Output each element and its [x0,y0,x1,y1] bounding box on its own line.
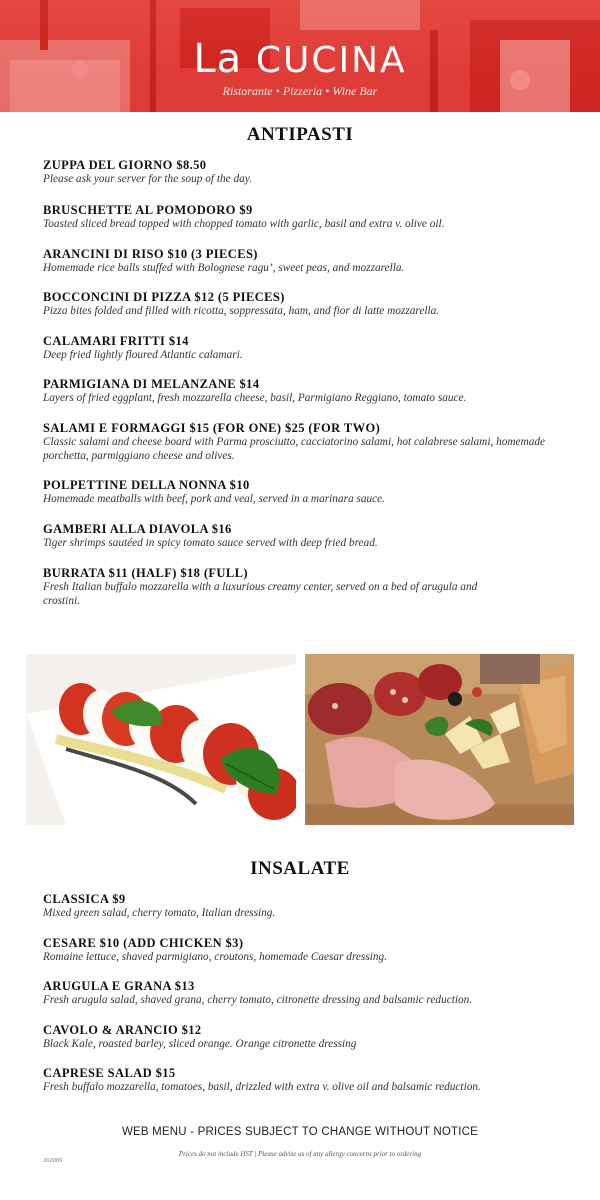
menu-item-description: Deep fried lightly floured Atlantic calamari. [43,349,243,361]
antipasti-heading: ANTIPASTI [246,124,354,145]
header-banner [0,0,600,112]
menu-item-name: CESARE $10 (ADD CHICKEN $3) [43,936,244,950]
menu-item [43,478,558,522]
menu-item [43,247,558,290]
logo-cucina: CUCINA [255,40,407,81]
menu-code: 202009 [43,1157,63,1164]
salumi-board-photo [305,654,574,825]
menu-item-name: BRUSCHETTE AL POMODORO $9 [43,203,253,217]
menu-item-description: Pizza bites folded and filled with ricotta, soppressata, ham, and fior di latte mozzarella. [43,305,440,317]
menu-item-name: BOCCONCINI DI PIZZA $12 (5 PIECES) [43,290,285,304]
menu-item-description: Fresh arugula salad, shaved grana, cherry tomato, citronette dressing and balsamic reduction. [43,994,473,1006]
menu-item-name: PARMIGIANA DI MELANZANE $14 [43,377,260,391]
menu-item-name: BURRATA $11 (HALF) $18 (FULL) [43,566,248,580]
menu-item [43,1066,558,1094]
menu-item [43,334,558,377]
menu-item-name: ZUPPA DEL GIORNO $8.50 [43,158,207,172]
menu-item-description: Tiger shrimps sautéed in spicy tomato sauce served with deep fried bread. [43,537,378,549]
menu-item-description: Black Kale, roasted barley, sliced orange. Orange citronette dressing [43,1038,357,1050]
menu-item-name: CALAMARI FRITTI $14 [43,334,189,348]
menu-item-description: Homemade rice balls stuffed with Bolognese ragu’, sweet peas, and mozzarella. [43,262,405,274]
menu-item-name: CAPRESE SALAD $15 [43,1066,176,1080]
logo-la: La [193,36,256,82]
allergy-fine-print: Prices do not include HST | Please advise us of any allergy concerns prior to ordering [178,1150,422,1158]
caprese-photo [26,654,296,825]
menu-item-name: GAMBERI ALLA DIAVOLA $16 [43,522,232,536]
menu-item-name: POLPETTINE DELLA NONNA $10 [43,478,250,492]
menu-item-description: Fresh Italian buffalo mozzarella with a luxurious creamy center, served on a bed of arugula and crostini. [43,581,478,607]
menu-item [43,158,558,203]
menu-item-name: SALAMI E FORMAGGI $15 (FOR ONE) $25 (FOR TWO) [43,421,381,435]
menu-item-description: Mixed green salad, cherry tomato, Italian dressing. [43,907,276,919]
menu-item-description: Layers of fried eggplant, fresh mozzarella cheese, basil, Parmigiano Reggiano, tomato sauce. [43,392,467,404]
menu-item [43,290,558,334]
menu-item [43,421,558,478]
insalate-list [43,892,558,1094]
menu-item [43,203,558,247]
menu-item [43,936,558,979]
menu-item-description: Fresh buffalo mozzarella, tomatoes, basil, drizzled with extra v. olive oil and balsamic reduction. [43,1081,481,1093]
menu-item-name: CAVOLO & ARANCIO $12 [43,1023,202,1037]
menu-item [43,566,503,608]
restaurant-logo [0,36,600,84]
restaurant-tagline: Ristorante • Pizzeria • Wine Bar [222,84,378,98]
menu-item-name: CLASSICA $9 [43,892,126,906]
menu-item [43,892,558,936]
antipasti-list [43,158,558,608]
menu-item [43,979,558,1023]
menu-item [43,522,558,566]
menu-item-description: Toasted sliced bread topped with chopped tomato with garlic, basil and extra v. olive oil. [43,218,445,230]
menu-item-description: Please ask your server for the soup of the day. [43,173,252,185]
web-menu-notice: WEB MENU - PRICES SUBJECT TO CHANGE WITHOUT NOTICE [121,1126,479,1138]
menu-item [43,1023,558,1066]
menu-item-description: Homemade meatballs with beef, pork and veal, served in a marinara sauce. [43,493,385,505]
menu-item-name: ARANCINI DI RISO $10 (3 PIECES) [43,247,258,261]
menu-item [43,377,558,421]
insalate-heading: INSALATE [250,858,350,879]
menu-item-description: Romaine lettuce, shaved parmigiano, croutons, homemade Caesar dressing. [43,951,387,963]
menu-item-name: ARUGULA E GRANA $13 [43,979,195,993]
menu-item-description: Classic salami and cheese board with Parma prosciutto, cacciatorino salami, hot calabrese salami, homemade porchetta, parmiggiano cheese and olives. [43,436,546,462]
